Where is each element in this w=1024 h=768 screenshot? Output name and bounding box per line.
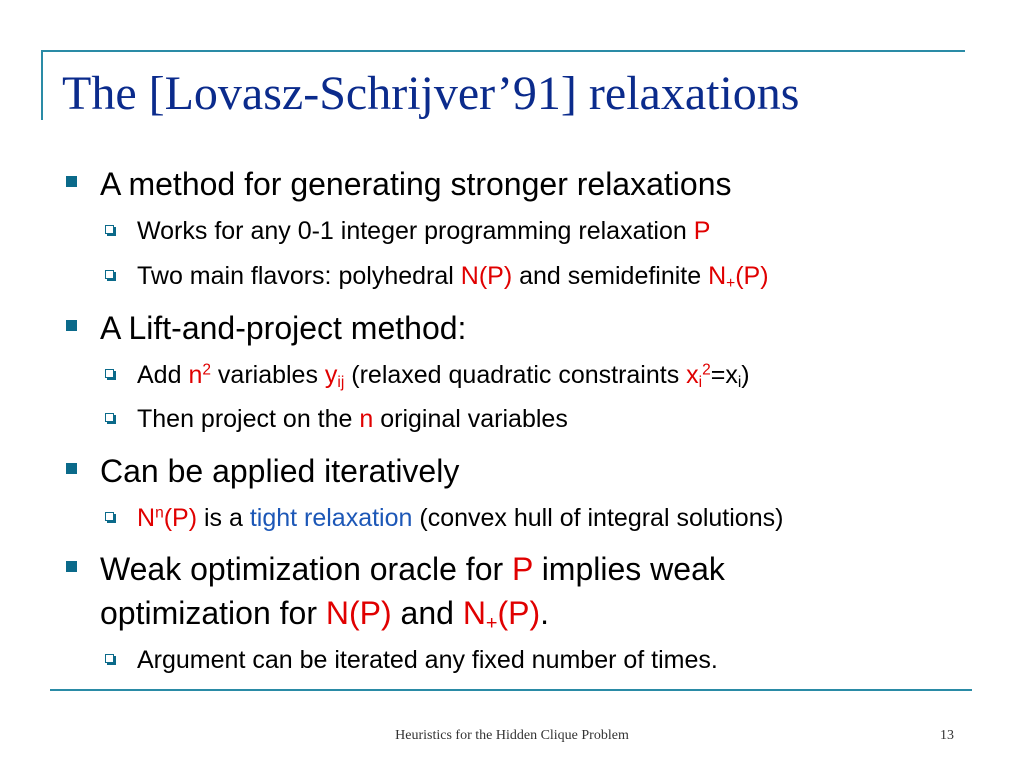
bullet-3-sub-1: [137, 503, 783, 534]
hollow-square-bullet-icon: [105, 512, 114, 521]
period: .: [540, 595, 550, 631]
p-symbol: P: [693, 217, 711, 245]
x-letter: x: [686, 361, 699, 389]
top-frame-line: [41, 50, 965, 52]
y-ij: [325, 361, 344, 389]
hollow-square-bullet-icon: [105, 270, 114, 279]
tight-relaxation-text: tight relaxation: [249, 504, 413, 532]
nplus-symbol: [708, 262, 768, 290]
bullet-2: [100, 308, 466, 348]
text: implies weak: [532, 551, 725, 587]
hollow-square-bullet-icon: [105, 369, 114, 378]
bullet-1-text: A method for generating stronger relaxations: [100, 166, 732, 202]
plus-subscript: +: [485, 611, 498, 634]
bullet-1-sub-2: [137, 261, 769, 292]
ij-subscript: ij: [337, 373, 345, 391]
xi-squared: [686, 361, 711, 389]
footer-rule: [50, 689, 972, 691]
bullet-2-text: A Lift-and-project method:: [100, 310, 467, 346]
text: Works for any 0-1 integer programming relaxation: [137, 217, 694, 245]
text: =x: [710, 361, 738, 389]
n-symbol: n: [359, 405, 374, 433]
p-paren: (P): [735, 262, 769, 290]
text: Then project on the: [137, 405, 360, 433]
y-letter: y: [324, 361, 338, 389]
left-frame-line: [41, 50, 43, 120]
text: Add: [137, 361, 189, 389]
text: original variables: [373, 405, 568, 433]
square-bullet-icon: [66, 463, 77, 474]
n-exponent: n: [155, 504, 164, 522]
footer-title: Heuristics for the Hidden Clique Problem: [395, 728, 629, 743]
text: and: [391, 595, 463, 631]
bullet-2-sub-2: [137, 404, 568, 435]
np-symbol: N(P): [325, 595, 392, 631]
bullet-3-text: Can be applied iteratively: [100, 453, 460, 489]
text: Two main flavors: polyhedral: [137, 262, 461, 290]
bullet-1: [100, 164, 731, 204]
square-bullet-icon: [66, 176, 77, 187]
n-squared: [188, 361, 211, 389]
i-subscript: i: [698, 373, 703, 391]
square-bullet-icon: [66, 320, 77, 331]
p-symbol: P: [512, 551, 533, 587]
bullet-1-sub-1: [137, 216, 710, 247]
bullet-3: [100, 451, 459, 491]
n-letter: n: [188, 361, 203, 389]
hollow-square-bullet-icon: [105, 413, 114, 422]
text: optimization for: [100, 595, 326, 631]
n-letter: N: [137, 504, 156, 532]
bullet-4-line-2: [100, 593, 549, 633]
n-letter: N: [708, 262, 727, 290]
bullet-4: [100, 549, 725, 589]
nn-symbol: [137, 504, 197, 532]
hollow-square-bullet-icon: [105, 654, 114, 663]
square-bullet-icon: [66, 561, 77, 572]
text: (relaxed quadratic constraints: [344, 361, 687, 389]
bullet-2-sub-1: [137, 360, 750, 391]
text: (convex hull of integral solutions): [412, 504, 784, 532]
text: variables: [210, 361, 325, 389]
slide-title: The [Lovasz-Schrijver’91] relaxations: [62, 67, 800, 120]
text: ): [741, 361, 750, 389]
plus-subscript: +: [726, 274, 736, 292]
text: is a: [197, 504, 250, 532]
exponent: 2: [202, 361, 211, 379]
n-letter: N: [462, 595, 486, 631]
np-symbol: N(P): [460, 262, 513, 290]
p-paren: (P): [163, 504, 198, 532]
hollow-square-bullet-icon: [105, 225, 114, 234]
exponent: 2: [702, 361, 711, 379]
page-number: 13: [940, 728, 954, 743]
text: and semidefinite: [512, 262, 709, 290]
text: Weak optimization oracle for: [100, 551, 513, 587]
nplus-symbol: [462, 595, 541, 634]
i-subscript: i: [737, 373, 742, 391]
text: Argument can be iterated any fixed number of times.: [137, 646, 718, 674]
bullet-4-sub-1: [137, 645, 718, 676]
p-paren: (P): [497, 595, 541, 631]
